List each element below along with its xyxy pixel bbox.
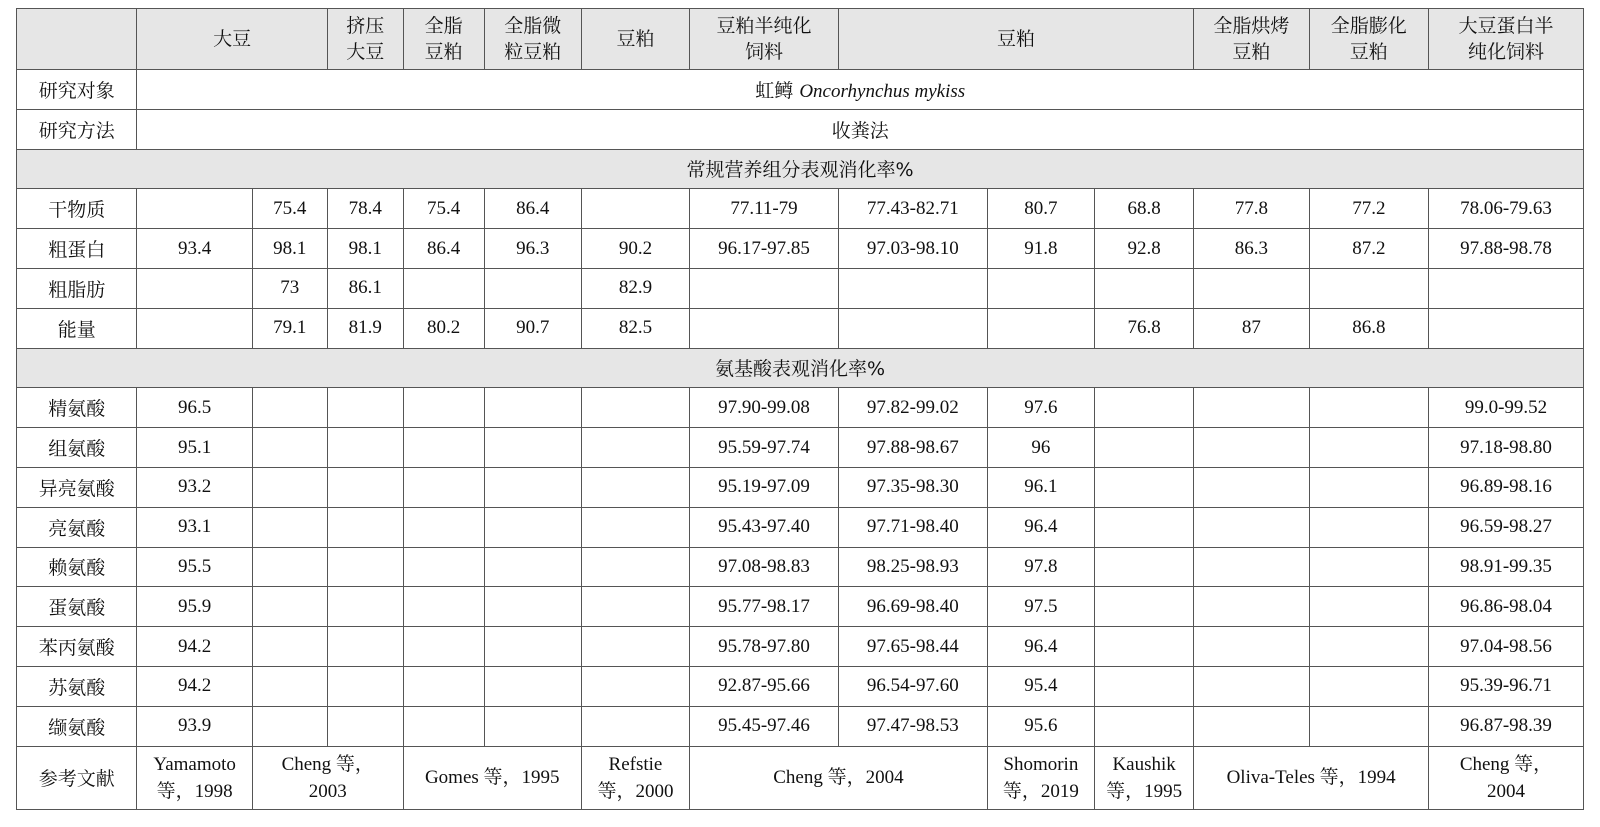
value-cell: 97.71-98.40 bbox=[838, 507, 987, 547]
row-label: 异亮氨酸 bbox=[17, 467, 137, 507]
value-cell bbox=[252, 388, 327, 428]
value-cell bbox=[484, 507, 581, 547]
value-cell: 93.4 bbox=[137, 229, 252, 269]
reference-cell: Oliva-Teles 等，1994 bbox=[1194, 746, 1429, 809]
reference-cell: Refstie 等，2000 bbox=[581, 746, 689, 809]
value-cell bbox=[403, 268, 484, 308]
value-cell: 95.19-97.09 bbox=[690, 467, 839, 507]
value-cell: 94.2 bbox=[137, 666, 252, 706]
value-cell: 82.5 bbox=[581, 308, 689, 348]
value-cell bbox=[581, 467, 689, 507]
value-cell: 90.2 bbox=[581, 229, 689, 269]
table-row bbox=[17, 627, 1584, 667]
value-cell: 86.1 bbox=[327, 268, 403, 308]
value-cell bbox=[252, 507, 327, 547]
value-cell: 91.8 bbox=[987, 229, 1094, 269]
value-cell bbox=[1194, 666, 1309, 706]
value-cell bbox=[1309, 706, 1428, 746]
value-cell: 95.78-97.80 bbox=[690, 627, 839, 667]
table-row bbox=[17, 706, 1584, 746]
reference-cell: Gomes 等，1995 bbox=[403, 746, 581, 809]
value-cell: 93.1 bbox=[137, 507, 252, 547]
value-cell bbox=[484, 587, 581, 627]
value-cell bbox=[484, 627, 581, 667]
value-cell: 96.3 bbox=[484, 229, 581, 269]
value-cell bbox=[252, 547, 327, 587]
value-cell bbox=[403, 587, 484, 627]
value-cell bbox=[1194, 706, 1309, 746]
reference-cell: Cheng 等，2004 bbox=[690, 746, 988, 809]
value-cell bbox=[252, 706, 327, 746]
table-row bbox=[17, 547, 1584, 587]
value-cell bbox=[484, 547, 581, 587]
value-cell: 75.4 bbox=[252, 189, 327, 229]
value-cell bbox=[252, 666, 327, 706]
value-cell bbox=[1309, 587, 1428, 627]
value-cell bbox=[581, 507, 689, 547]
value-cell: 78.4 bbox=[327, 189, 403, 229]
value-cell: 73 bbox=[252, 268, 327, 308]
value-cell: 98.25-98.93 bbox=[838, 547, 987, 587]
value-cell bbox=[1194, 627, 1309, 667]
value-cell bbox=[484, 666, 581, 706]
value-cell: 90.7 bbox=[484, 308, 581, 348]
value-cell bbox=[1309, 388, 1428, 428]
column-header: 豆粕半纯化 饲料 bbox=[690, 9, 839, 70]
value-cell bbox=[327, 627, 403, 667]
value-cell: 97.47-98.53 bbox=[838, 706, 987, 746]
value-cell bbox=[581, 189, 689, 229]
section-band-general bbox=[17, 149, 1584, 189]
value-cell bbox=[581, 706, 689, 746]
column-header: 豆粕 bbox=[581, 9, 689, 70]
value-cell bbox=[137, 189, 252, 229]
column-header: 大豆 bbox=[137, 9, 327, 70]
value-cell bbox=[327, 428, 403, 468]
value-cell bbox=[1309, 627, 1428, 667]
value-cell: 87.2 bbox=[1309, 229, 1428, 269]
value-cell: 97.35-98.30 bbox=[838, 467, 987, 507]
value-cell bbox=[581, 388, 689, 428]
value-cell bbox=[581, 547, 689, 587]
value-cell bbox=[690, 308, 839, 348]
value-cell: 94.2 bbox=[137, 627, 252, 667]
value-cell bbox=[1095, 627, 1194, 667]
value-cell bbox=[838, 308, 987, 348]
value-cell bbox=[838, 268, 987, 308]
value-cell bbox=[252, 587, 327, 627]
value-cell: 97.6 bbox=[987, 388, 1094, 428]
reference-cell: Cheng 等， 2004 bbox=[1429, 746, 1584, 809]
value-cell bbox=[581, 627, 689, 667]
row-label: 研究方法 bbox=[17, 109, 137, 149]
value-cell bbox=[327, 666, 403, 706]
section-band-amino bbox=[17, 348, 1584, 388]
value-cell bbox=[581, 666, 689, 706]
value-cell: 93.9 bbox=[137, 706, 252, 746]
reference-cell: Shomorin 等，2019 bbox=[987, 746, 1094, 809]
table-row bbox=[17, 268, 1584, 308]
column-header: 大豆蛋白半 纯化饲料 bbox=[1429, 9, 1584, 70]
row-label: 苏氨酸 bbox=[17, 666, 137, 706]
table-row bbox=[17, 507, 1584, 547]
value-cell: 86.8 bbox=[1309, 308, 1428, 348]
value-cell: 97.65-98.44 bbox=[838, 627, 987, 667]
value-cell bbox=[403, 547, 484, 587]
value-cell bbox=[403, 666, 484, 706]
value-cell bbox=[252, 428, 327, 468]
row-label: 蛋氨酸 bbox=[17, 587, 137, 627]
value-cell: 93.2 bbox=[137, 467, 252, 507]
value-cell bbox=[327, 388, 403, 428]
value-cell bbox=[1194, 507, 1309, 547]
value-cell: 95.43-97.40 bbox=[690, 507, 839, 547]
row-label: 精氨酸 bbox=[17, 388, 137, 428]
value-cell: 82.9 bbox=[581, 268, 689, 308]
value-cell bbox=[1194, 388, 1309, 428]
value-cell: 92.8 bbox=[1095, 229, 1194, 269]
value-cell: 76.8 bbox=[1095, 308, 1194, 348]
value-cell: 77.11-79 bbox=[690, 189, 839, 229]
value-cell bbox=[403, 467, 484, 507]
value-cell bbox=[327, 587, 403, 627]
value-cell bbox=[1095, 388, 1194, 428]
value-cell: 96.89-98.16 bbox=[1429, 467, 1584, 507]
value-cell bbox=[1194, 467, 1309, 507]
column-header: 全脂微 粒豆粕 bbox=[484, 9, 581, 70]
value-cell bbox=[403, 706, 484, 746]
value-cell bbox=[403, 428, 484, 468]
column-header: 全脂烘烤 豆粕 bbox=[1194, 9, 1309, 70]
value-cell bbox=[1309, 507, 1428, 547]
value-cell: 96.4 bbox=[987, 627, 1094, 667]
column-header bbox=[17, 9, 137, 70]
value-cell: 97.88-98.67 bbox=[838, 428, 987, 468]
reference-cell: Cheng 等， 2003 bbox=[252, 746, 403, 809]
section-title: 常规营养组分表观消化率% bbox=[17, 149, 1584, 189]
value-cell bbox=[252, 627, 327, 667]
table-row bbox=[17, 229, 1584, 269]
row-label: 组氨酸 bbox=[17, 428, 137, 468]
value-cell bbox=[484, 428, 581, 468]
method-row bbox=[17, 109, 1584, 149]
value-cell: 86.4 bbox=[403, 229, 484, 269]
value-cell: 97.03-98.10 bbox=[838, 229, 987, 269]
value-cell bbox=[1194, 428, 1309, 468]
row-label: 粗脂肪 bbox=[17, 268, 137, 308]
row-label: 粗蛋白 bbox=[17, 229, 137, 269]
row-label: 能量 bbox=[17, 308, 137, 348]
value-cell bbox=[403, 627, 484, 667]
value-cell bbox=[137, 308, 252, 348]
value-cell bbox=[1194, 268, 1309, 308]
table-row bbox=[17, 189, 1584, 229]
value-cell: 86.3 bbox=[1194, 229, 1309, 269]
value-cell: 77.8 bbox=[1194, 189, 1309, 229]
value-cell: 79.1 bbox=[252, 308, 327, 348]
value-cell: 97.82-99.02 bbox=[838, 388, 987, 428]
value-cell bbox=[1309, 666, 1428, 706]
subject-cell bbox=[137, 70, 1584, 110]
value-cell bbox=[484, 268, 581, 308]
value-cell bbox=[252, 467, 327, 507]
subject-chinese-name: 虹鳟 bbox=[755, 79, 794, 102]
row-label: 干物质 bbox=[17, 189, 137, 229]
value-cell bbox=[1095, 507, 1194, 547]
column-header: 全脂 豆粕 bbox=[403, 9, 484, 70]
table-row bbox=[17, 428, 1584, 468]
value-cell: 78.06-79.63 bbox=[1429, 189, 1584, 229]
value-cell bbox=[1309, 428, 1428, 468]
method-cell: 收粪法 bbox=[137, 109, 1584, 149]
value-cell bbox=[1309, 268, 1428, 308]
value-cell bbox=[1095, 587, 1194, 627]
value-cell: 95.77-98.17 bbox=[690, 587, 839, 627]
table-row bbox=[17, 467, 1584, 507]
value-cell: 96.59-98.27 bbox=[1429, 507, 1584, 547]
reference-cell: Yamamoto 等，1998 bbox=[137, 746, 252, 809]
digestibility-table-container bbox=[16, 8, 1584, 810]
value-cell: 97.90-99.08 bbox=[690, 388, 839, 428]
references-row bbox=[17, 746, 1584, 809]
value-cell: 97.08-98.83 bbox=[690, 547, 839, 587]
value-cell: 75.4 bbox=[403, 189, 484, 229]
value-cell: 99.0-99.52 bbox=[1429, 388, 1584, 428]
value-cell: 92.87-95.66 bbox=[690, 666, 839, 706]
value-cell bbox=[327, 706, 403, 746]
value-cell bbox=[1309, 467, 1428, 507]
value-cell: 68.8 bbox=[1095, 189, 1194, 229]
subject-latin-name: Oncorhynchus mykiss bbox=[799, 80, 966, 102]
row-label: 亮氨酸 bbox=[17, 507, 137, 547]
value-cell: 95.1 bbox=[137, 428, 252, 468]
value-cell bbox=[987, 268, 1094, 308]
value-cell: 96.17-97.85 bbox=[690, 229, 839, 269]
value-cell bbox=[327, 467, 403, 507]
value-cell bbox=[581, 428, 689, 468]
value-cell: 98.1 bbox=[252, 229, 327, 269]
row-label: 苯丙氨酸 bbox=[17, 627, 137, 667]
value-cell bbox=[137, 268, 252, 308]
section-title: 氨基酸表观消化率% bbox=[17, 348, 1584, 388]
value-cell: 95.39-96.71 bbox=[1429, 666, 1584, 706]
row-label: 赖氨酸 bbox=[17, 547, 137, 587]
value-cell: 95.59-97.74 bbox=[690, 428, 839, 468]
column-header: 豆粕 bbox=[838, 9, 1193, 70]
value-cell: 97.5 bbox=[987, 587, 1094, 627]
value-cell bbox=[1095, 706, 1194, 746]
value-cell bbox=[484, 388, 581, 428]
value-cell bbox=[1429, 268, 1584, 308]
value-cell: 96.87-98.39 bbox=[1429, 706, 1584, 746]
value-cell bbox=[1095, 467, 1194, 507]
value-cell: 96.4 bbox=[987, 507, 1094, 547]
value-cell bbox=[1194, 547, 1309, 587]
value-cell: 77.2 bbox=[1309, 189, 1428, 229]
value-cell: 97.8 bbox=[987, 547, 1094, 587]
value-cell bbox=[484, 467, 581, 507]
column-header: 挤压 大豆 bbox=[327, 9, 403, 70]
value-cell: 96.69-98.40 bbox=[838, 587, 987, 627]
value-cell: 81.9 bbox=[327, 308, 403, 348]
table-row bbox=[17, 666, 1584, 706]
value-cell bbox=[1095, 428, 1194, 468]
value-cell bbox=[690, 268, 839, 308]
value-cell bbox=[1095, 666, 1194, 706]
value-cell bbox=[1194, 587, 1309, 627]
row-label: 缬氨酸 bbox=[17, 706, 137, 746]
row-label: 研究对象 bbox=[17, 70, 137, 110]
subject-row bbox=[17, 70, 1584, 110]
value-cell: 80.7 bbox=[987, 189, 1094, 229]
column-header: 全脂膨化 豆粕 bbox=[1309, 9, 1428, 70]
table-body bbox=[17, 9, 1584, 810]
value-cell: 97.18-98.80 bbox=[1429, 428, 1584, 468]
table-row bbox=[17, 308, 1584, 348]
value-cell bbox=[1095, 268, 1194, 308]
value-cell: 96.1 bbox=[987, 467, 1094, 507]
value-cell bbox=[987, 308, 1094, 348]
value-cell: 96.54-97.60 bbox=[838, 666, 987, 706]
value-cell: 98.91-99.35 bbox=[1429, 547, 1584, 587]
value-cell: 96 bbox=[987, 428, 1094, 468]
value-cell: 95.45-97.46 bbox=[690, 706, 839, 746]
value-cell: 87 bbox=[1194, 308, 1309, 348]
value-cell bbox=[1309, 547, 1428, 587]
digestibility-table bbox=[16, 8, 1584, 810]
reference-cell: Kaushik 等，1995 bbox=[1095, 746, 1194, 809]
value-cell bbox=[403, 507, 484, 547]
value-cell bbox=[403, 388, 484, 428]
value-cell: 97.04-98.56 bbox=[1429, 627, 1584, 667]
value-cell: 95.5 bbox=[137, 547, 252, 587]
value-cell: 96.5 bbox=[137, 388, 252, 428]
value-cell: 97.88-98.78 bbox=[1429, 229, 1584, 269]
value-cell bbox=[1095, 547, 1194, 587]
table-row bbox=[17, 388, 1584, 428]
value-cell bbox=[327, 547, 403, 587]
value-cell bbox=[327, 507, 403, 547]
value-cell: 98.1 bbox=[327, 229, 403, 269]
value-cell: 95.9 bbox=[137, 587, 252, 627]
header-row bbox=[17, 9, 1584, 70]
value-cell: 86.4 bbox=[484, 189, 581, 229]
value-cell: 95.4 bbox=[987, 666, 1094, 706]
value-cell: 95.6 bbox=[987, 706, 1094, 746]
value-cell: 80.2 bbox=[403, 308, 484, 348]
value-cell bbox=[484, 706, 581, 746]
value-cell bbox=[1429, 308, 1584, 348]
table-row bbox=[17, 587, 1584, 627]
value-cell: 96.86-98.04 bbox=[1429, 587, 1584, 627]
row-label: 参考文献 bbox=[17, 746, 137, 809]
value-cell: 77.43-82.71 bbox=[838, 189, 987, 229]
value-cell bbox=[581, 587, 689, 627]
